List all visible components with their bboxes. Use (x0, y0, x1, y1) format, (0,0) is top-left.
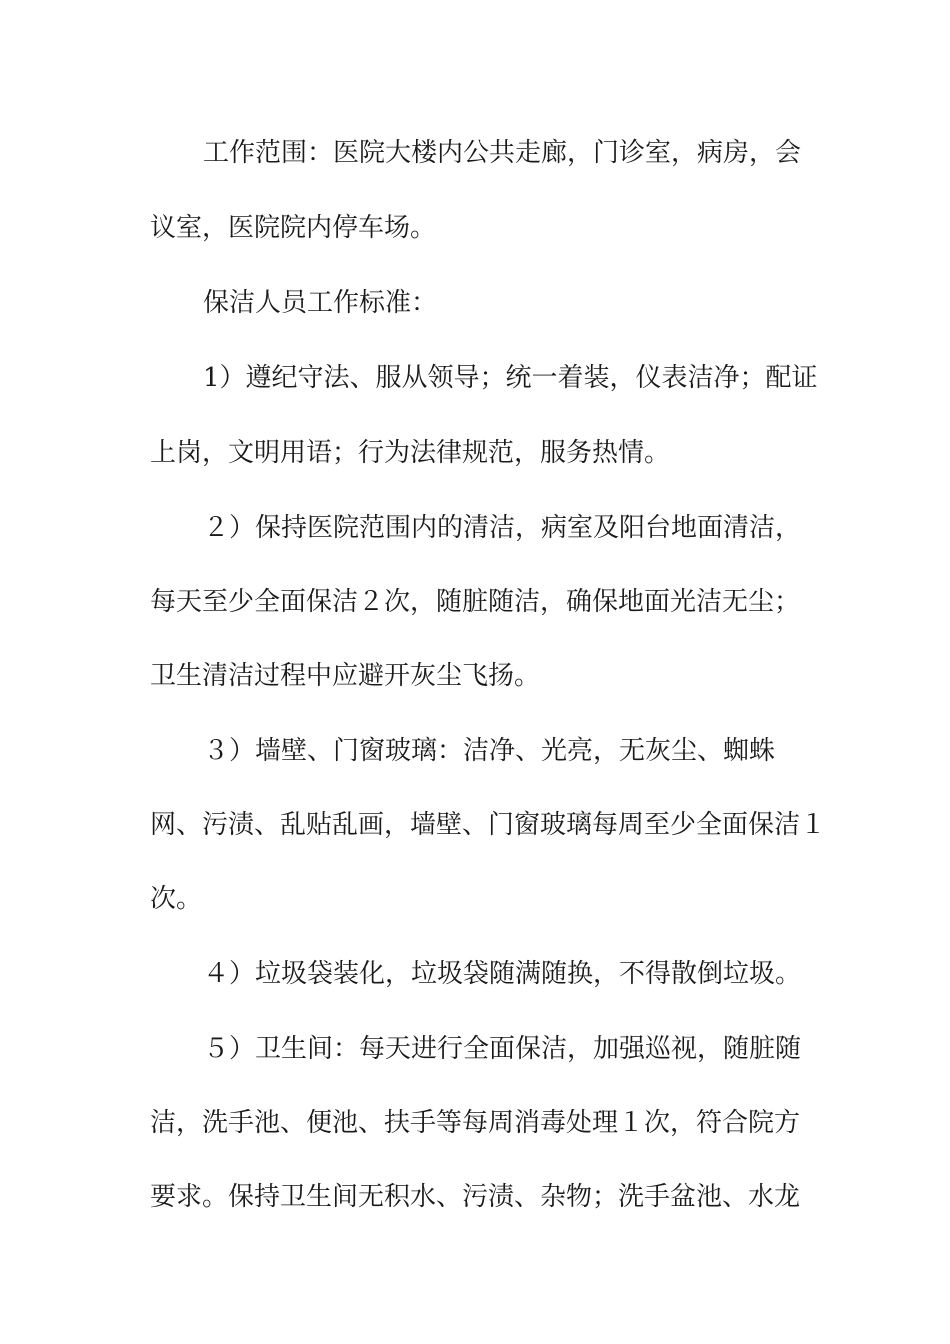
item-3-line-3: 次。 (150, 884, 203, 914)
item-2-line-1: ２）保持医院范围内的清洁，病室及阳台地面清洁， (203, 513, 802, 543)
item-3-line-2: 网、污渍、乱贴乱画，墙壁、门窗玻璃每周至少全面保洁１ (150, 810, 827, 840)
item-3-line-1: ３）墙壁、门窗玻璃：洁净、光亮，无灰尘、蜘蛛 (203, 736, 776, 766)
item-4-line-1: ４）垃圾袋装化，垃圾袋随满随换，不得散倒垃圾。 (203, 959, 802, 989)
item-5-line-1: ５）卫生间：每天进行全面保洁，加强巡视，随脏随 (203, 1034, 802, 1064)
item-5-line-3: 要求。保持卫生间无积水、污渍、杂物；洗手盆池、水龙 (150, 1182, 801, 1212)
paragraph-scope-line-1: 工作范围：医院大楼内公共走廊，门诊室，病房，会 (203, 138, 802, 168)
section-heading-cleaning-standards: 保洁人员工作标准： (203, 288, 438, 318)
item-1-line-2: 上岗，文明用语；行为法律规范，服务热情。 (150, 438, 671, 468)
item-1-line-1: 1）遵纪守法、服从领导；统一着装，仪表洁净；配证 (203, 363, 818, 393)
item-5-line-2: 洁，洗手池、便池、扶手等每周消毒处理１次，符合院方 (150, 1108, 801, 1138)
item-2-line-3: 卫生清洁过程中应避开灰尘飞扬。 (150, 661, 541, 691)
item-2-line-2: 每天至少全面保洁２次，随脏随洁，确保地面光洁无尘； (150, 587, 801, 617)
paragraph-scope-line-2: 议室，医院院内停车场。 (150, 213, 437, 243)
